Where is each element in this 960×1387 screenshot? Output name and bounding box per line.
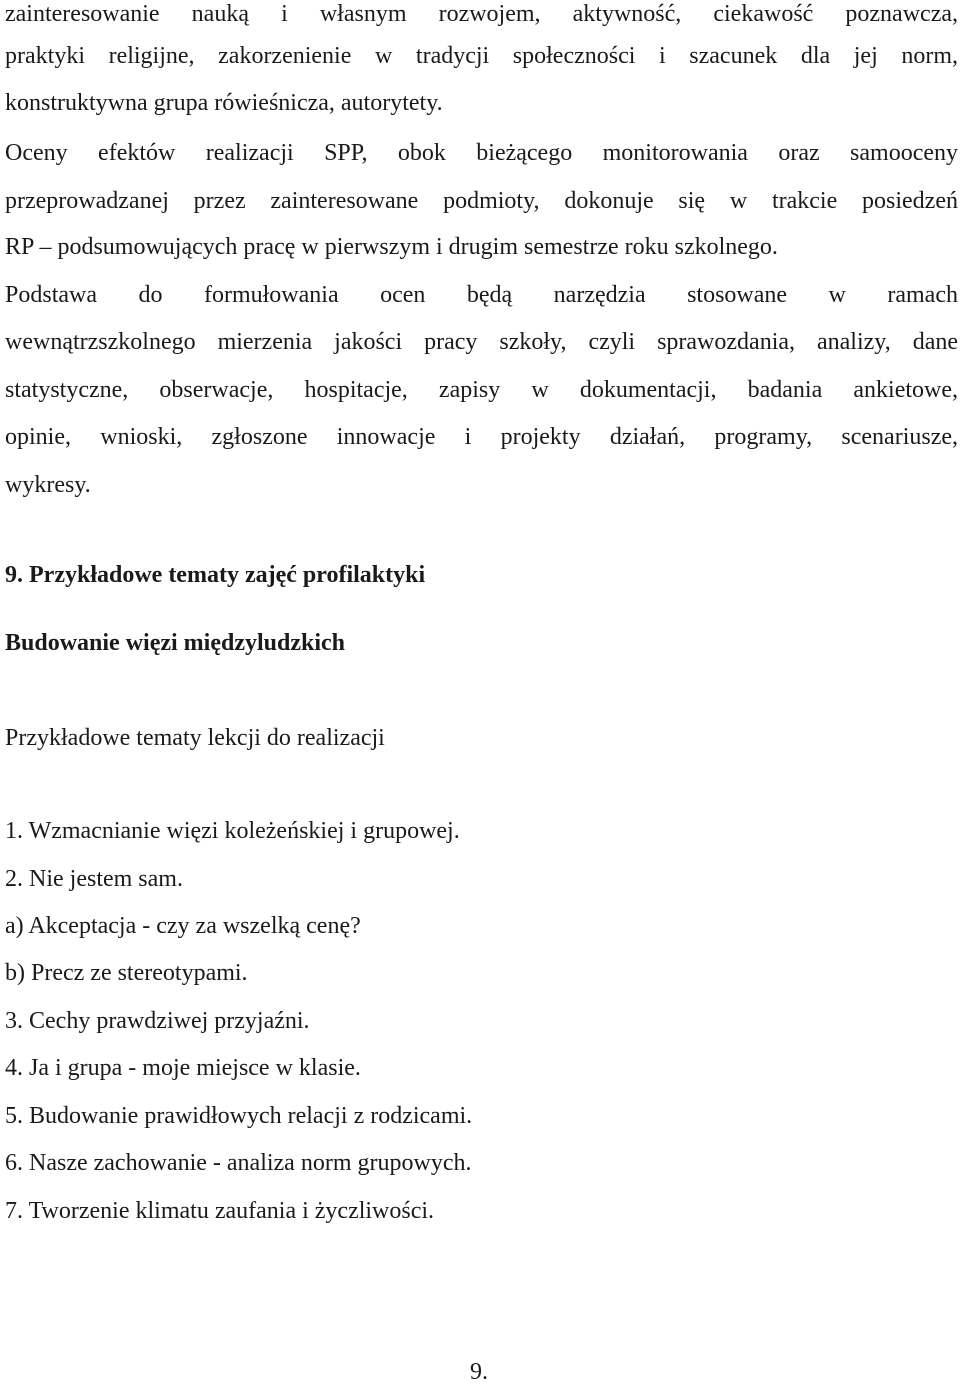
list-item: 2. Nie jestem sam. xyxy=(5,866,183,892)
list-item: 4. Ja i grupa - moje miejsce w klasie. xyxy=(5,1055,361,1081)
text-line: przeprowadzanej przez zainteresowane podmioty, dokonuje się w trakcie posiedzeń xyxy=(5,188,958,214)
page-number: 9. xyxy=(470,1359,488,1385)
text-line: RP – podsumowujących pracę w pierwszym i drugim semestrze roku szkolnego. xyxy=(5,234,778,260)
text-line: statystyczne, obserwacje, hospitacje, zapisy w dokumentacji, badania ankietowe, xyxy=(5,377,958,403)
text-line: praktyki religijne, zakorzenienie w tradycji społeczności i szacunek dla jej norm, xyxy=(5,43,958,69)
text-line: opinie, wnioski, zgłoszone innowacje i projekty działań, programy, scenariusze, xyxy=(5,424,958,450)
list-item: 7. Tworzenie klimatu zaufania i życzliwości. xyxy=(5,1198,435,1224)
text-line: zainteresowanie nauką i własnym rozwojem, aktywność, ciekawość poznawcza, xyxy=(5,1,958,27)
text-line: wewnątrzszkolnego mierzenia jakości pracy szkoły, czyli sprawozdania, analizy, dane xyxy=(5,329,958,355)
list-item: 6. Nasze zachowanie - analiza norm grupowych. xyxy=(5,1150,472,1176)
text-line: Oceny efektów realizacji SPP, obok bieżącego monitorowania oraz samooceny xyxy=(5,140,958,166)
list-item: 1. Wzmacnianie więzi koleżeńskiej i grupowej. xyxy=(5,818,460,844)
list-item: b) Precz ze stereotypami. xyxy=(5,960,248,986)
list-item: 5. Budowanie prawidłowych relacji z rodzicami. xyxy=(5,1103,473,1129)
text-line: wykresy. xyxy=(5,472,91,498)
subheading: Budowanie więzi międzyludzkich xyxy=(5,630,346,656)
list-item: a) Akceptacja - czy za wszelką cenę? xyxy=(5,913,361,939)
text-line: konstruktywna grupa rówieśnicza, autorytety. xyxy=(5,90,443,116)
section-heading: 9. Przykładowe tematy zajęć profilaktyki xyxy=(5,562,426,588)
list-intro: Przykładowe tematy lekcji do realizacji xyxy=(5,725,385,751)
list-item: 3. Cechy prawdziwej przyjaźni. xyxy=(5,1008,310,1034)
text-line: Podstawa do formułowania ocen będą narzędzia stosowane w ramach xyxy=(5,282,958,308)
